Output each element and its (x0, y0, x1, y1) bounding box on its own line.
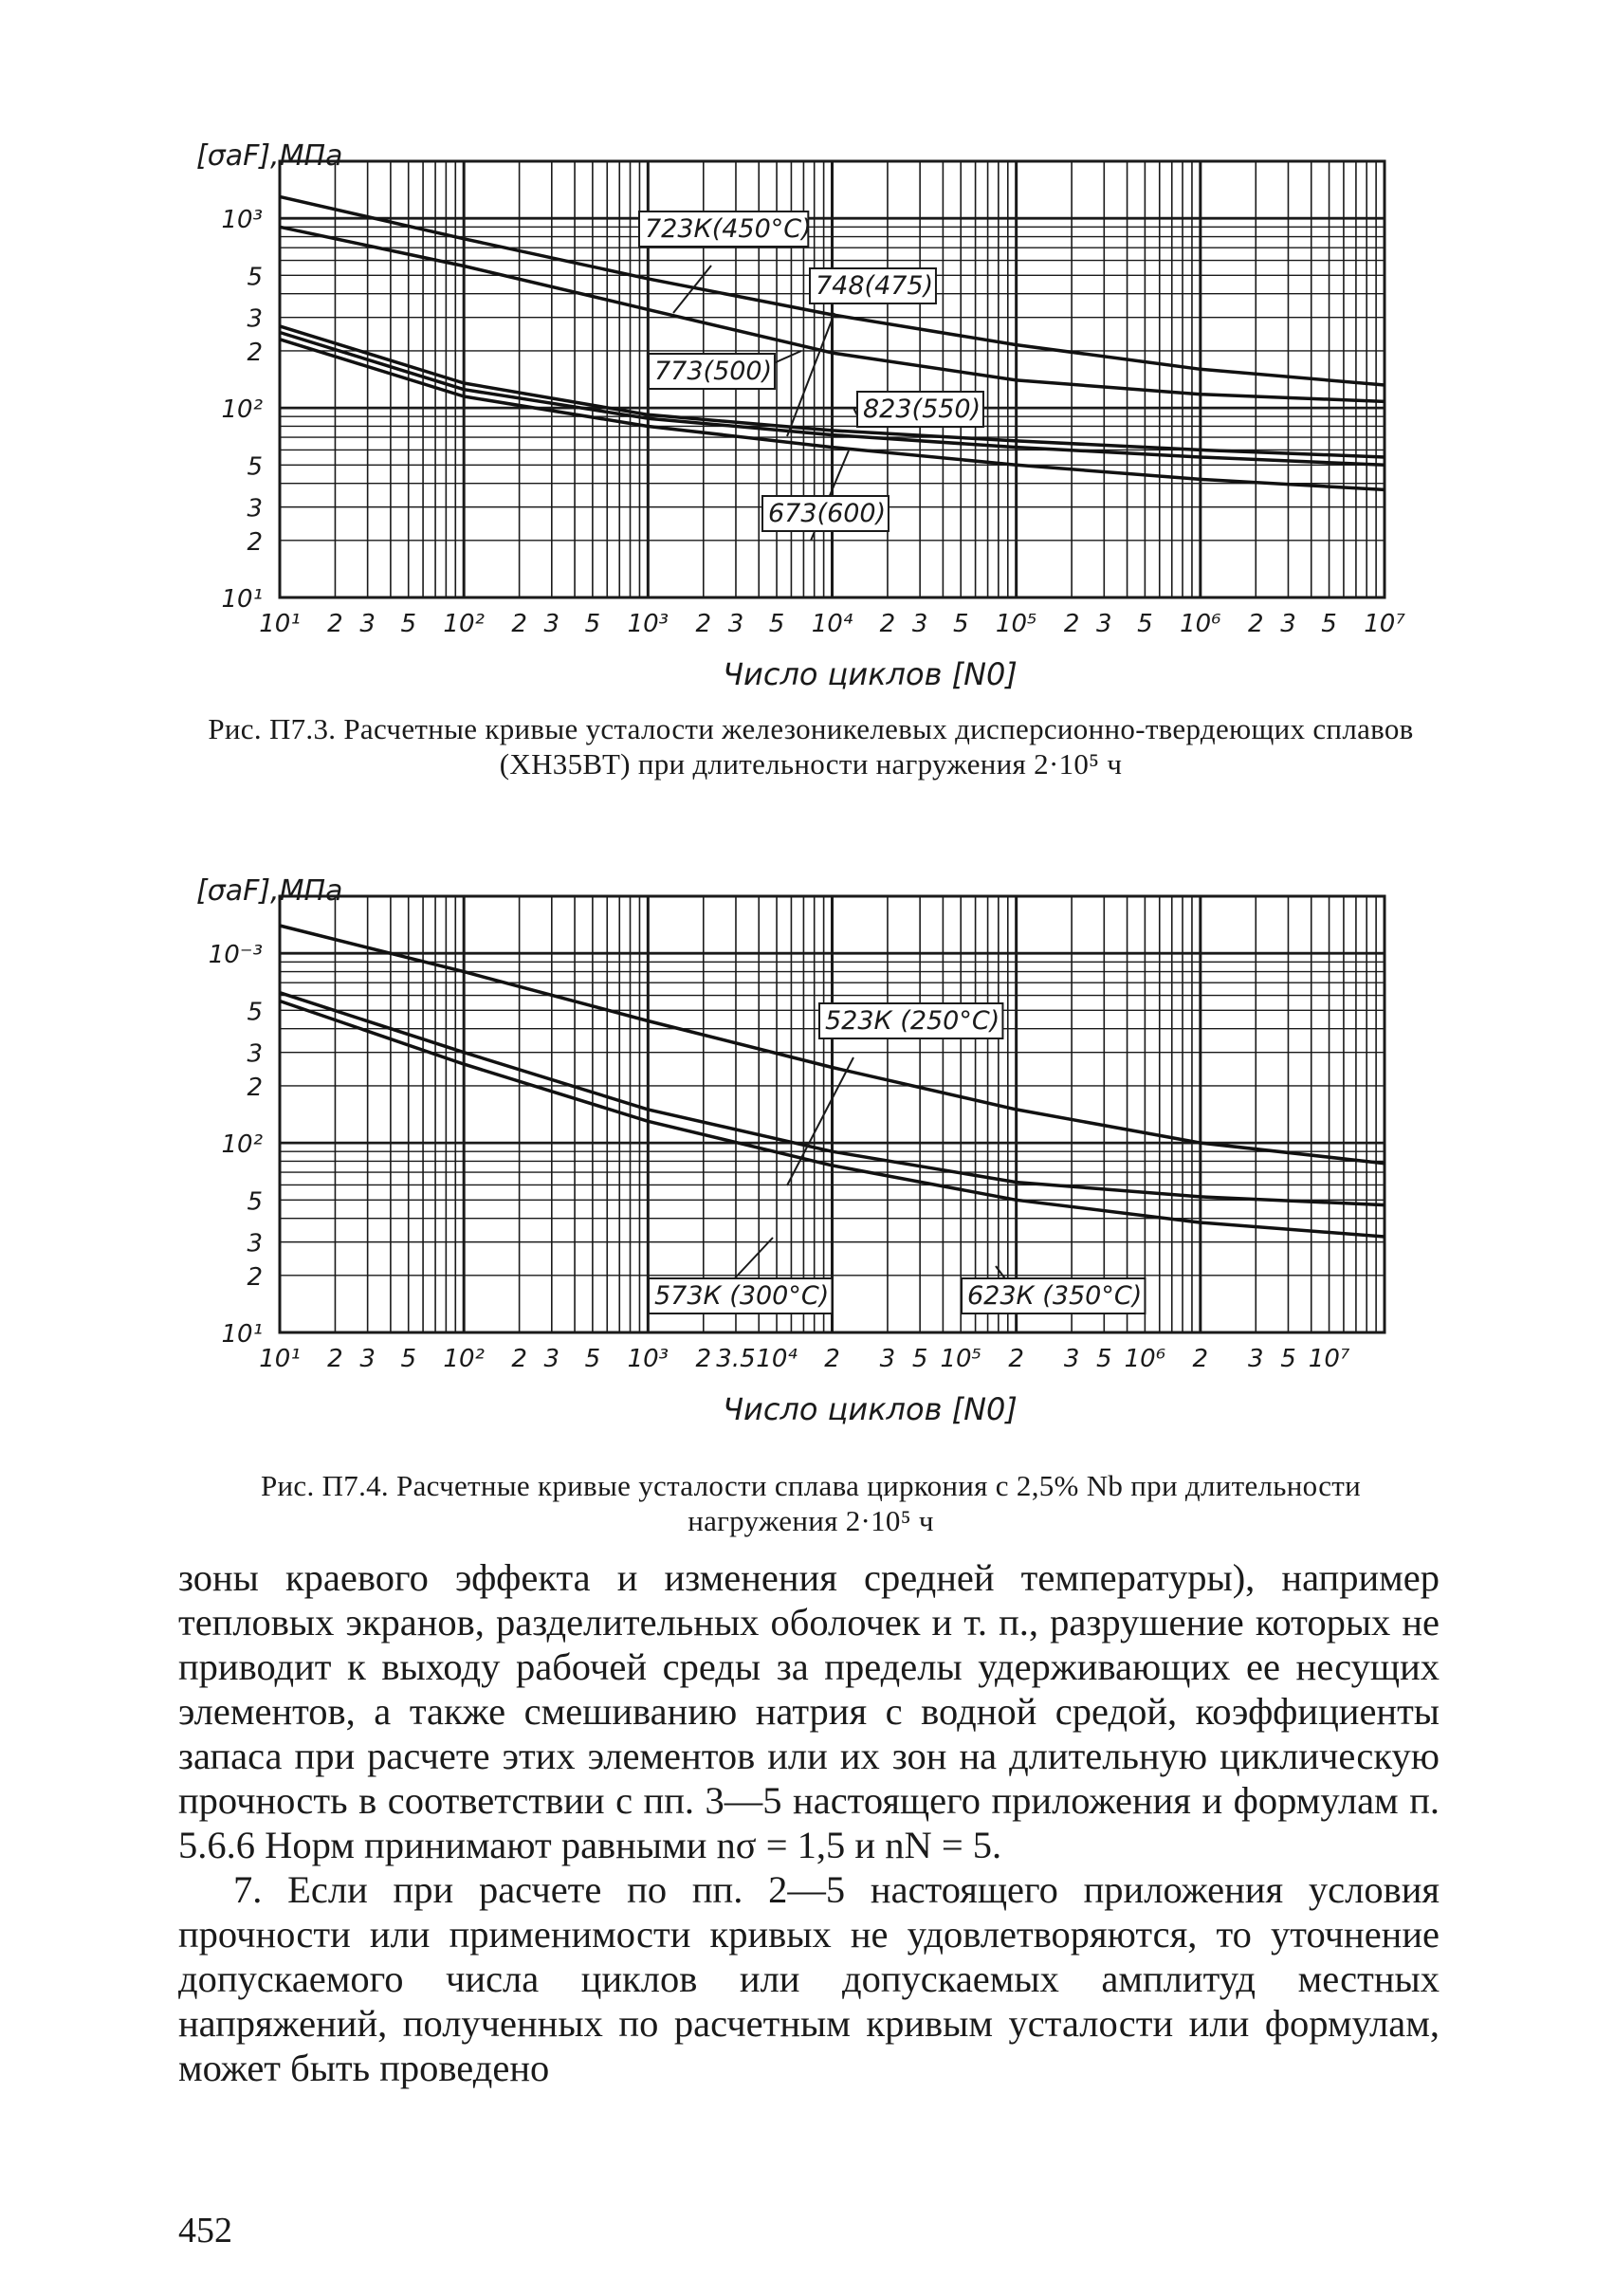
x-tick-label: 3 (879, 1345, 896, 1373)
x-tick-label: 2 (511, 1345, 527, 1373)
y-tick-label: 3 (247, 1039, 263, 1069)
x-tick-label: 2 (327, 610, 343, 638)
x-tick-label: 2 (1248, 610, 1264, 638)
x-tick-label: 10³ (627, 610, 669, 638)
y-tick-label: 5 (247, 263, 263, 292)
y-tick-label: 2 (247, 1073, 263, 1102)
x-tick-label: 2 (1063, 610, 1080, 638)
series-label: 823(550) (863, 395, 981, 424)
x-tick-label: 2 (511, 610, 527, 638)
x-tick-label: 10⁶ (1124, 1345, 1166, 1373)
y-tick-label: 10³ (221, 206, 263, 235)
x-tick-label: 5 (1137, 610, 1153, 638)
x-tick-label: 3 (1063, 1345, 1080, 1373)
y-tick-label: 2 (247, 338, 263, 367)
y-tick-label: 5 (247, 452, 263, 482)
x-tick-label: 10¹ (259, 610, 301, 638)
grid (280, 896, 1385, 1332)
series-label: 523К (250°С) (825, 1006, 1000, 1036)
x-tick-label: 10⁷ (1364, 610, 1405, 638)
series-label: 748(475) (816, 271, 934, 301)
x-tick-label: 3 (1096, 610, 1112, 638)
x-axis-title: Число циклов [N0] (723, 1391, 1018, 1427)
series-label: 623К (350°С) (967, 1281, 1143, 1311)
x-tick-label: 10⁴ (756, 1345, 798, 1373)
series-label: 573К (300°С) (654, 1281, 830, 1311)
y-tick-label: 10¹ (221, 585, 263, 614)
y-tick-label: 2 (247, 527, 263, 557)
x-tick-label: 10³ (627, 1345, 669, 1373)
x-tick-label: 10⁴ (811, 610, 853, 638)
x-tick-label: 3 (1248, 1345, 1264, 1373)
caption-p7-4: Рис. П7.4. Расчетные кривые усталости сплава циркония с 2,5% Nb при длительности нагружения 2·10⁵ ч (261, 1469, 1361, 1537)
x-tick-label: 5 (584, 610, 601, 638)
x-tick-label: 5 (400, 1345, 416, 1373)
series-label: 723К(450°С) (645, 214, 812, 244)
x-tick-label: 5 (1321, 610, 1337, 638)
paragraph-2: 7. Если при расчете по пп. 2—5 настоящего приложения условия прочности или применимости кривых не удовлетворяются, то уточнение допускаемого числа циклов или допускаемых амплитуд местных напряжений, полученных по расчетным кривым усталости или формулам, может быть проведено (178, 1868, 1440, 2089)
y-tick-label: 2 (247, 1262, 263, 1292)
y-axis-title: [σaF],МПа (196, 139, 343, 173)
x-axis-title: Число циклов [N0] (723, 656, 1018, 692)
x-tick-label: 2 (879, 610, 896, 638)
x-tick-label: 10⁷ (1308, 1345, 1350, 1373)
x-tick-label: 3 (1280, 610, 1296, 638)
y-tick-label: 3 (247, 304, 263, 334)
x-tick-label: 10⁵ (940, 1345, 981, 1373)
x-tick-label: 5 (952, 610, 969, 638)
y-tick-label: 3 (247, 1229, 263, 1258)
x-tick-label: 3.5 (716, 1345, 756, 1373)
chart-svg-p7-4 (180, 858, 1441, 1446)
fatigue-chart-p7-4 (180, 858, 1441, 1475)
label-leader (787, 313, 835, 436)
page-number: 452 (178, 2211, 232, 2250)
paragraph-1: зоны краевого эффекта и изменения средней температуры), например тепловых экранов, разделительных оболочек и т. п., разрушение которых не приводит к выходу рабочей среды за пределы удерживающих ее несущих элементов, а также смешиванию натрия с водной средой, коэффициенты запаса при расчете этих элементов или их зон на длительную циклическую прочность в соответствии с пп. 3—5 настоящего приложения и формулам п. 5.6.6 Норм принимают равными nσ = 1,5 и nN = 5. (178, 1556, 1440, 1866)
x-tick-label: 5 (584, 1345, 601, 1373)
y-tick-label: 5 (247, 998, 263, 1027)
x-tick-label: 5 (400, 610, 416, 638)
y-tick-label: 10² (221, 395, 263, 425)
x-tick-label: 10² (443, 610, 485, 638)
y-tick-label: 3 (247, 494, 263, 523)
x-tick-label: 3 (359, 1345, 376, 1373)
y-axis-title: [σaF],МПа (196, 874, 343, 908)
x-tick-label: 3 (727, 610, 744, 638)
x-tick-label: 2 (327, 1345, 343, 1373)
x-tick-label: 2 (1008, 1345, 1024, 1373)
series-label: 673(600) (768, 499, 887, 528)
chart-svg-p7-3 (180, 123, 1441, 711)
x-tick-label: 10¹ (259, 1345, 301, 1373)
x-tick-label: 2 (824, 1345, 840, 1373)
x-tick-label: 5 (768, 610, 785, 638)
x-tick-label: 5 (1280, 1345, 1296, 1373)
x-tick-label: 3 (543, 610, 560, 638)
x-tick-label: 2 (1192, 1345, 1209, 1373)
y-tick-label: 10¹ (221, 1320, 263, 1349)
y-tick-label: 10⁻³ (208, 941, 263, 970)
body-text (178, 1555, 1440, 2090)
fatigue-chart-p7-3 (180, 123, 1441, 740)
caption-p7-3: Рис. П7.3. Расчетные кривые усталости железоникелевых дисперсионно-твердеющих сплавов (ХН35ВТ) при длительности нагружения 2·10⁵ ч (208, 712, 1414, 781)
x-tick-label: 2 (695, 610, 712, 638)
x-tick-label: 10⁵ (995, 610, 1037, 638)
series-label: 773(500) (654, 357, 773, 386)
x-tick-label: 10⁶ (1180, 610, 1221, 638)
x-tick-label: 5 (1096, 1345, 1112, 1373)
x-tick-label: 2 (695, 1345, 712, 1373)
x-tick-label: 10² (443, 1345, 485, 1373)
x-tick-label: 5 (911, 1345, 928, 1373)
y-tick-label: 10² (221, 1130, 263, 1160)
x-tick-label: 3 (543, 1345, 560, 1373)
y-tick-label: 5 (247, 1187, 263, 1217)
x-tick-label: 3 (911, 610, 928, 638)
x-tick-label: 3 (359, 610, 376, 638)
